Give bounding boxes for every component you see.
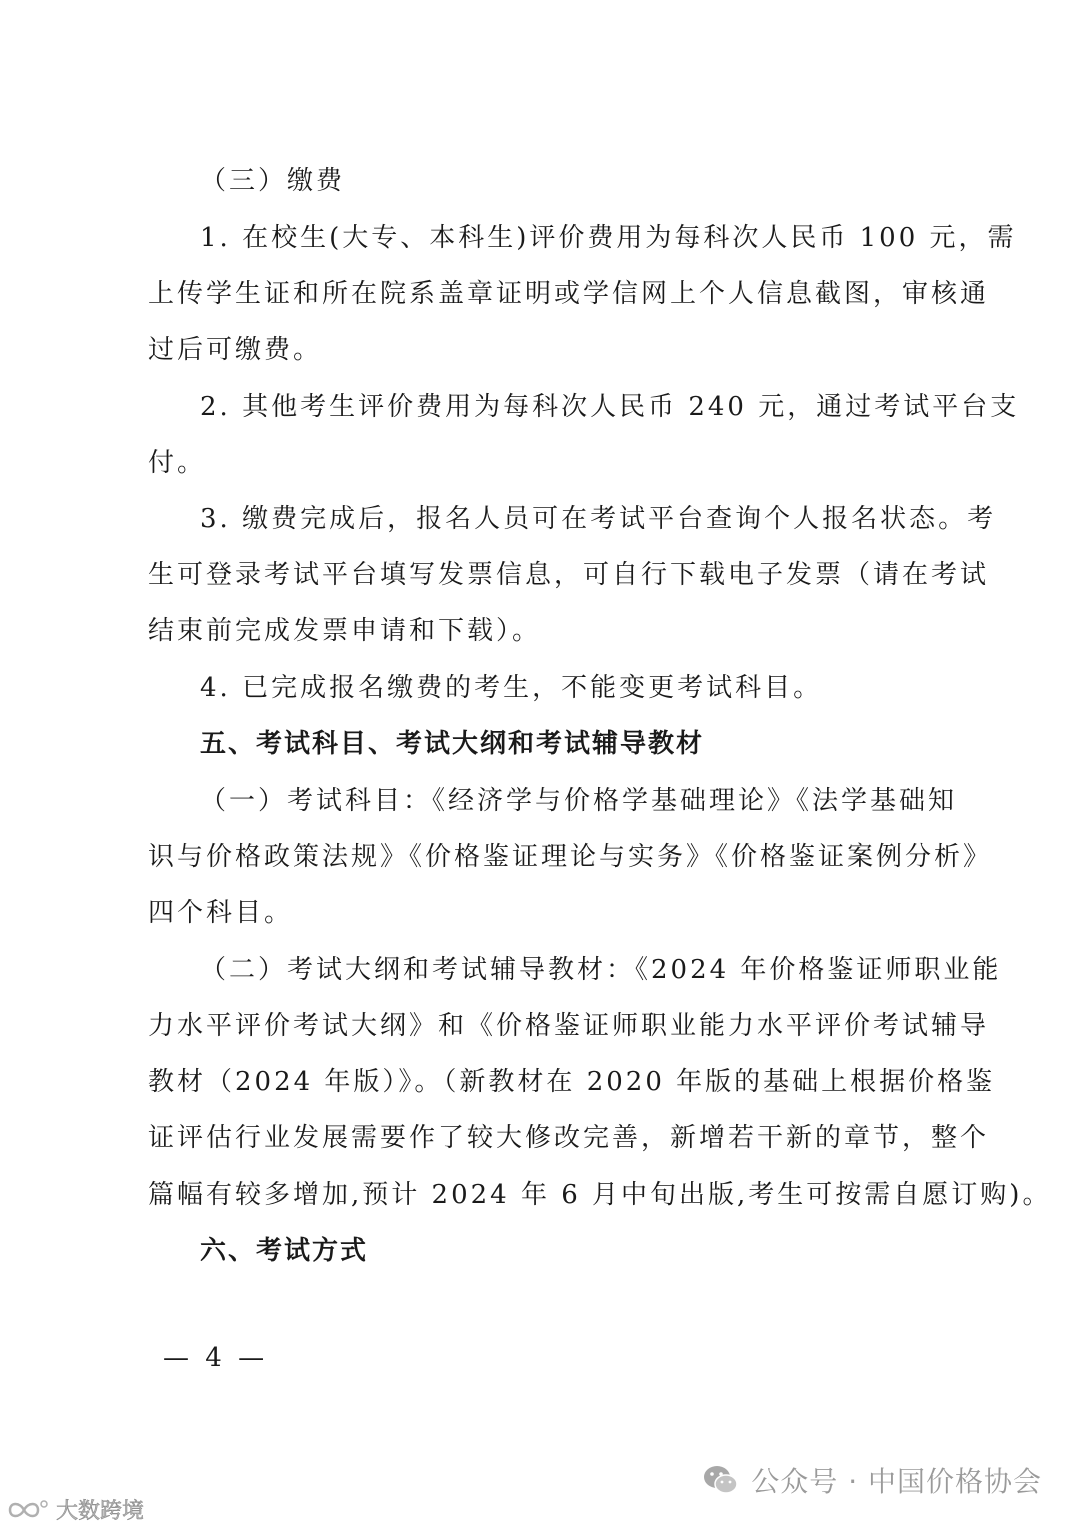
wechat-icon — [701, 1460, 741, 1500]
wechat-watermark — [701, 1460, 1042, 1500]
text-line: 教材（2024 年版）》。（新教材在 2020 年版的基础上根据价格鉴 — [148, 1067, 996, 1097]
text-line: 1. 在校生(大专、本科生)评价费用为每科次人民币 100 元，需 — [200, 223, 1017, 253]
text-line: 上传学生证和所在院系盖章证明或学信网上个人信息截图，审核通 — [148, 279, 990, 309]
text-line: 结束前完成发票申请和下载）。 — [148, 616, 542, 646]
text-line: （一）考试科目：《经济学与价格学基础理论》《法学基础知 — [200, 786, 958, 816]
text-line: （三）缴费 — [200, 166, 346, 196]
page-number: — 4 — — [163, 1343, 269, 1373]
text-line: 四个科目。 — [148, 898, 294, 928]
text-line: 3. 缴费完成后，报名人员可在考试平台查询个人报名状态。考 — [200, 504, 997, 534]
section-heading: 六、考试方式 — [200, 1236, 369, 1266]
brand-watermark — [6, 1494, 144, 1525]
text-line: 生可登录考试平台填写发票信息，可自行下载电子发票（请在考试 — [148, 560, 990, 590]
text-line: 证评估行业发展需要作了较大修改完善，新增若干新的章节，整个 — [148, 1123, 990, 1153]
text-line: 识与价格政策法规》《价格鉴证理论与实务》《价格鉴证案例分析》 — [148, 842, 993, 872]
text-line: 篇幅有较多增加,预计 2024 年 6 月中旬出版,考生可按需自愿订购)。 — [148, 1180, 1052, 1210]
text-line: 过后可缴费。 — [148, 335, 323, 365]
text-line: 力水平评价考试大纲》和《价格鉴证师职业能力水平评价考试辅导 — [148, 1011, 990, 1041]
brand-watermark-text: 大数跨境 — [56, 1499, 145, 1524]
text-line: （二）考试大纲和考试辅导教材：《2024 年价格鉴证师职业能 — [200, 955, 1002, 985]
watermark-text: 公众号 · 中国价格协会 — [751, 1465, 1042, 1498]
text-line: 4. 已完成报名缴费的考生，不能变更考试科目。 — [200, 673, 823, 703]
text-line: 2. 其他考生评价费用为每科次人民币 240 元，通过考试平台支 — [200, 392, 1020, 422]
brand-logo-icon — [6, 1497, 50, 1523]
section-heading: 五、考试科目、考试大纲和考试辅导教材 — [200, 729, 705, 759]
text-line: 付。 — [148, 448, 207, 478]
